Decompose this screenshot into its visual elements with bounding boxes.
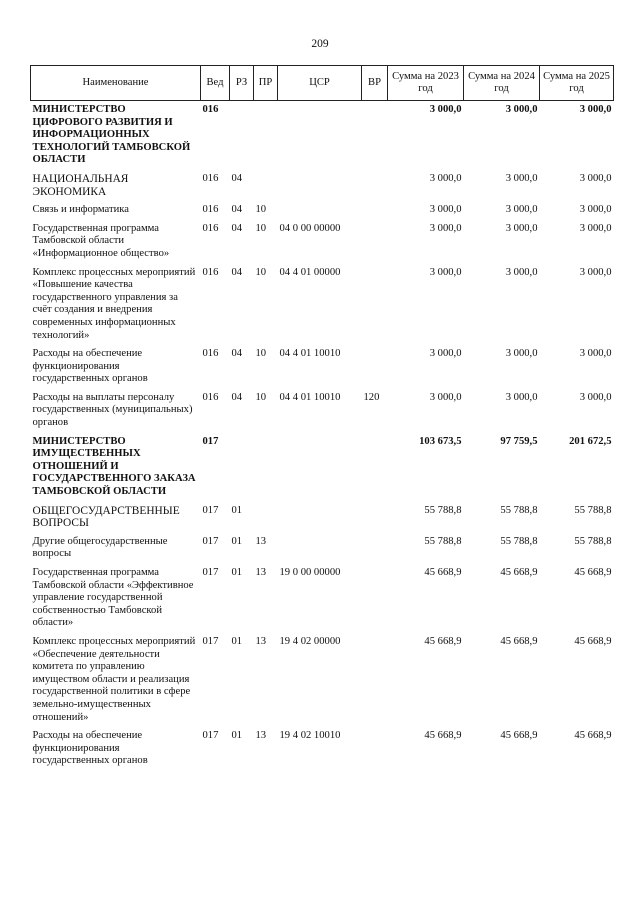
cell-vr [362, 633, 388, 727]
header-csr: ЦСР [278, 66, 362, 101]
table-row [31, 345, 614, 389]
cell-vr [362, 502, 388, 533]
cell-sum-2025: 3 000,0 [579, 204, 612, 216]
cell-sum-2025: 201 672,5 [569, 435, 612, 447]
cell-name: ОБЩЕГОСУДАРСТВЕННЫЕ ВОПРОСЫ [32, 504, 180, 530]
table-body [31, 101, 614, 771]
cell-ved: 017 [202, 435, 219, 447]
cell-sum-2025: 55 788,8 [574, 504, 612, 516]
cell-pr: 13 [255, 730, 267, 742]
cell-name: Другие общегосударственные вопросы [32, 535, 168, 560]
cell-pr: 10 [255, 266, 267, 278]
cell-sum-2024: 3 000,0 [505, 348, 538, 360]
cell-rz: 04 [231, 266, 243, 278]
header-row [31, 66, 614, 101]
cell-sum-2023: 45 668,9 [424, 567, 462, 578]
cell-csr: 19 4 02 00000 [279, 635, 341, 647]
cell-csr: 19 4 02 10010 [279, 730, 341, 742]
cell-rz: 04 [231, 391, 243, 403]
cell-csr [278, 433, 362, 502]
table-row [31, 389, 614, 433]
cell-csr: 04 4 01 00000 [279, 266, 341, 278]
cell-pr: 13 [255, 567, 267, 578]
cell-ved: 016 [202, 222, 219, 234]
cell-sum-2023: 3 000,0 [429, 104, 462, 115]
cell-sum-2025: 3 000,0 [579, 104, 612, 115]
table-row [31, 264, 614, 346]
cell-sum-2023: 45 668,9 [424, 635, 462, 647]
cell-sum-2023: 3 000,0 [429, 172, 462, 184]
cell-rz: 01 [231, 535, 243, 547]
cell-sum-2024: 55 788,8 [500, 535, 538, 547]
cell-pr [254, 433, 278, 502]
cell-sum-2024: 45 668,9 [500, 730, 538, 742]
table-row [31, 564, 614, 633]
cell-pr: 10 [255, 204, 267, 216]
cell-name: Связь и информатика [32, 204, 129, 216]
cell-name: Расходы на обеспечение функционирования государственных органов [32, 730, 148, 767]
table-row [31, 727, 614, 771]
cell-ved: 016 [202, 391, 219, 403]
cell-name: НАЦИОНАЛЬНАЯ ЭКОНОМИКА [32, 172, 129, 198]
cell-sum-2024: 3 000,0 [505, 222, 538, 234]
page-number: 209 [311, 38, 329, 50]
budget-table [30, 65, 614, 771]
cell-vr [362, 170, 388, 201]
ministry-row [31, 433, 614, 502]
header-sum-2024: Сумма на 2024 год [464, 66, 540, 101]
cell-rz: 01 [231, 567, 243, 578]
cell-sum-2023: 55 788,8 [424, 535, 462, 547]
cell-sum-2025: 3 000,0 [579, 348, 612, 360]
cell-rz: 01 [231, 730, 243, 742]
cell-rz: 01 [231, 504, 243, 516]
header-rz: РЗ [230, 66, 254, 101]
table-row [31, 201, 614, 220]
cell-pr: 10 [255, 391, 267, 403]
cell-ved: 017 [202, 635, 219, 647]
cell-vr [362, 220, 388, 264]
cell-ved: 017 [202, 535, 219, 547]
cell-csr: 04 0 00 00000 [279, 222, 341, 234]
cell-vr [362, 433, 388, 502]
cell-vr [362, 727, 388, 771]
cell-sum-2024: 55 788,8 [500, 504, 538, 516]
header-ved: Вед [201, 66, 230, 101]
cell-name: Государственная программа Тамбовской области «Информационное общество» [32, 222, 170, 259]
cell-sum-2023: 103 673,5 [419, 435, 462, 447]
cell-csr: 19 0 00 00000 [279, 567, 341, 578]
cell-vr [362, 201, 388, 220]
cell-csr [278, 101, 362, 170]
cell-sum-2025: 45 668,9 [574, 567, 612, 578]
cell-name: МИНИСТЕРСТВО ЦИФРОВОГО РАЗВИТИЯ И ИНФОРМАЦИОННЫХ ТЕХНОЛОГИЙ ТАМБОВСКОЙ ОБЛАСТИ [32, 104, 191, 166]
table-row [31, 220, 614, 264]
cell-rz: 04 [231, 172, 243, 184]
cell-pr [254, 170, 278, 201]
cell-sum-2025: 3 000,0 [579, 172, 612, 184]
cell-sum-2023: 3 000,0 [429, 266, 462, 278]
cell-ved: 017 [202, 567, 219, 578]
cell-ved: 017 [202, 730, 219, 742]
cell-rz: 04 [231, 348, 243, 360]
cell-csr [278, 201, 362, 220]
cell-csr: 04 4 01 10010 [279, 348, 341, 360]
cell-name: МИНИСТЕРСТВО ИМУЩЕСТВЕННЫХ ОТНОШЕНИЙ И ГОСУДАРСТВЕННОГО ЗАКАЗА ТАМБОВСКОЙ ОБЛАСТИ [32, 435, 196, 498]
cell-rz: 04 [231, 204, 243, 216]
table-row [31, 633, 614, 727]
cell-ved: 016 [202, 172, 219, 184]
cell-sum-2024: 3 000,0 [505, 204, 538, 216]
cell-pr [254, 101, 278, 170]
cell-ved: 016 [202, 104, 219, 115]
cell-ved: 016 [202, 266, 219, 278]
cell-pr [254, 502, 278, 533]
cell-pr: 13 [255, 535, 267, 547]
header-sum-2023: Сумма на 2023 год [388, 66, 464, 101]
cell-sum-2023: 3 000,0 [429, 348, 462, 360]
cell-sum-2023: 55 788,8 [424, 504, 462, 516]
cell-ved: 016 [202, 204, 219, 216]
cell-vr [362, 564, 388, 633]
cell-rz: 01 [231, 635, 243, 647]
cell-vr [362, 345, 388, 389]
cell-name: Государственная программа Тамбовской области «Эффективное управление государственной собственностью Тамбовской области» [32, 567, 194, 629]
cell-sum-2024: 3 000,0 [505, 172, 538, 184]
cell-csr [278, 170, 362, 201]
cell-pr: 13 [255, 635, 267, 647]
cell-sum-2023: 3 000,0 [429, 204, 462, 216]
cell-sum-2023: 45 668,9 [424, 730, 462, 742]
cell-vr [362, 101, 388, 170]
cell-sum-2025: 3 000,0 [579, 266, 612, 278]
cell-sum-2024: 97 759,5 [500, 435, 538, 447]
ministry-row [31, 101, 614, 170]
cell-ved: 016 [202, 348, 219, 360]
cell-name: Комплекс процессных мероприятий «Обеспечение деятельности комитета по управлению имуществом области и реализация государственной политики в сфере земельно-имущественных отношений» [32, 635, 196, 723]
cell-rz: 04 [231, 222, 243, 234]
cell-vr [362, 264, 388, 346]
cell-sum-2023: 3 000,0 [429, 222, 462, 234]
cell-csr [278, 533, 362, 564]
header-sum-2025: Сумма на 2025 год [540, 66, 614, 101]
cell-name: Комплекс процессных мероприятий «Повышение качества государственного управления за счёт создания и внедрения современных информационных технологий» [32, 266, 196, 341]
cell-sum-2025: 3 000,0 [579, 222, 612, 234]
cell-rz [230, 101, 254, 170]
cell-rz [230, 433, 254, 502]
cell-pr: 10 [255, 348, 267, 360]
cell-ved: 017 [202, 504, 219, 516]
cell-sum-2024: 3 000,0 [505, 391, 538, 403]
cell-sum-2024: 3 000,0 [505, 266, 538, 278]
cell-csr [278, 502, 362, 533]
section-row [31, 502, 614, 533]
cell-vr: 120 [363, 391, 380, 403]
cell-vr [362, 533, 388, 564]
cell-csr: 04 4 01 10010 [279, 391, 341, 403]
cell-name: Расходы на выплаты персоналу государственных (муниципальных) органов [32, 391, 193, 429]
cell-sum-2025: 55 788,8 [574, 535, 612, 547]
cell-pr: 10 [255, 222, 267, 234]
cell-sum-2025: 45 668,9 [574, 730, 612, 742]
cell-sum-2024: 3 000,0 [505, 104, 538, 115]
cell-sum-2023: 3 000,0 [429, 391, 462, 403]
cell-name: Расходы на обеспечение функционирования государственных органов [32, 348, 148, 385]
section-row [31, 170, 614, 201]
cell-sum-2024: 45 668,9 [500, 635, 538, 647]
header-name: Наименование [31, 66, 201, 101]
cell-sum-2025: 45 668,9 [574, 635, 612, 647]
cell-sum-2024: 45 668,9 [500, 567, 538, 578]
table-header [31, 66, 614, 101]
header-vr: ВР [362, 66, 388, 101]
cell-sum-2025: 3 000,0 [579, 391, 612, 403]
header-pr: ПР [254, 66, 278, 101]
table-row [31, 533, 614, 564]
